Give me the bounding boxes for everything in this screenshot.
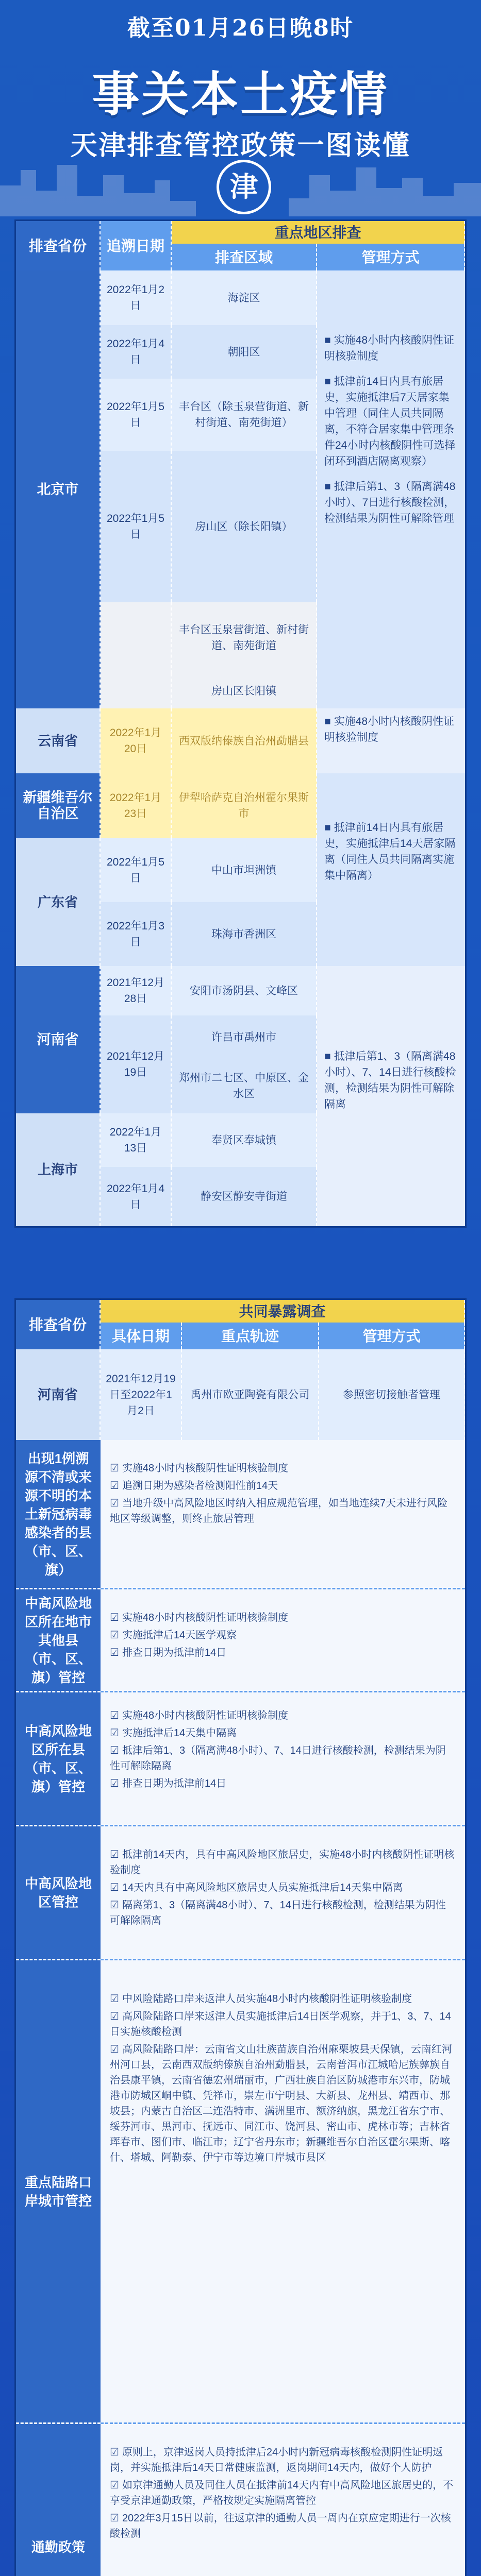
policy-label: 出现1例溯源不清或来源不明的本土新冠病毒感染者的县（市、区、旗） xyxy=(16,1440,101,1589)
row-date: 2022年1月20日 xyxy=(101,708,172,773)
row-area: 房山区（除长阳镇） xyxy=(172,451,317,602)
province-yunnan: 云南省 xyxy=(16,708,101,773)
mgmt-text: ■ 抵津后第1、3（隔离满48小时）、7、14日进行核酸检测，检测结果为阴性可解除隔离 xyxy=(324,1048,458,1112)
mgmt-text: ■ 实施48小时内核酸阴性证明核验制度 xyxy=(324,332,458,364)
policy-item: ☑ 14天内具有中高风险地区旅居史人员实施抵津后14天集中隔离 xyxy=(110,1880,456,1895)
policy-items xyxy=(101,1692,465,1826)
row-area: 安阳市汤阴县、文峰区 xyxy=(172,966,317,1015)
header-date: 具体日期 xyxy=(101,1323,182,1349)
row-date: 2021年12月28日 xyxy=(101,966,172,1015)
policy-item: ☑ 2022年3月15日以前，往返京津的通勤人员一周内在京应定期进行一次核酸检测 xyxy=(110,2511,456,2541)
policy-item: ☑ 实施48小时内核酸阴性证明核验制度 xyxy=(110,1461,456,1476)
row-date: 2022年1月5日 xyxy=(101,451,172,602)
mgmt-text: ■ 实施48小时内核酸阴性证明核验制度 xyxy=(324,714,458,745)
policy-items xyxy=(101,1589,465,1692)
policy-label: 中高风险地区所在地市其他县（市、区、旗）管控 xyxy=(16,1589,101,1692)
row-area: 伊犁哈萨克自治州霍尔果斯市 xyxy=(172,773,317,838)
row-area: 房山区长阳镇 xyxy=(172,673,317,708)
row-area: 郑州市二七区、中原区、金水区 xyxy=(172,1059,317,1113)
row-date: 2022年1月4日 xyxy=(101,1167,172,1226)
row-area: 静安区静安寺街道 xyxy=(172,1167,317,1226)
row-area: 丰台区玉泉营街道、新村街道、南苑街道 xyxy=(172,602,317,673)
row-area: 朝阳区 xyxy=(172,325,317,379)
page-title: 事关本土疫情 xyxy=(92,67,389,122)
policy-label: 重点陆路口岸城市管控 xyxy=(16,1960,101,2424)
province-guangdong: 广东省 xyxy=(16,838,101,966)
row-date: 2022年1月5日 xyxy=(101,379,172,451)
logo-badge: 津 xyxy=(217,160,271,214)
management-yunnan xyxy=(317,708,465,773)
policy-item: ☑ 如京津通勤人员及同住人员在抵津前14天内有中高风险地区旅居史的，不享受京津通勤政策，严格按规定实施隔离管控 xyxy=(110,2478,456,2509)
header-area: 排查区域 xyxy=(172,244,317,270)
policy-item: ☑ 实施抵津后14天医学观察 xyxy=(110,1628,456,1643)
header-management: 管理方式 xyxy=(317,244,465,270)
date-line: 截至01月26日晚8时 xyxy=(127,15,354,41)
policy-item: ☑ 追溯日期为感染者检测阳性前14天 xyxy=(110,1478,456,1494)
policy-item: ☑ 实施48小时内核酸阴性证明核验制度 xyxy=(110,1610,456,1625)
policy-label: 中高风险地区管控 xyxy=(16,1826,101,1960)
policy-item: ☑ 高风险陆路口岸：云南省文山壮族苗族自治州麻栗坡县天保镇，云南红河州河口县，云南西双版纳傣族自治州勐腊县，云南普洱市江城哈尼族彝族自治县康平镇，云南省德宏州瑞丽市，广西壮族自治区防城港市东兴市，防城港市防城区峒中镇、凭祥市，崇左市宁明县、大新县、龙州县、靖西市、那坡县；内蒙古自治区二连浩特市、满洲里市、额济纳旗，黑龙江省东宁市、绥芬河市、黑河市、抚远市、同江市、饶河县、密山市、虎林市等；吉林省珲春市、图们市、临江市；辽宁省丹东市；新疆维吾尔自治区霍尔果斯、喀什、塔城、阿勒泰、伊宁市等边境口岸城市县区 xyxy=(110,2042,456,2165)
policy-item: ☑ 当地升级中高风险地区时纳入相应规范管理，如当地连续7天未进行风险地区等级调整，则终止旅居管理 xyxy=(110,1496,456,1527)
section2-table xyxy=(14,1298,467,2576)
policy-item: ☑ 中风险陆路口岸来返津人员实施48小时内核酸阴性证明核验制度 xyxy=(110,1991,456,2007)
policy-item: ☑ 实施48小时内核酸阴性证明核验制度 xyxy=(110,1708,456,1723)
policy-item: ☑ 隔离第1、3（隔离满48小时）、7、14日进行核酸检测，检测结果为阴性可解除隔离 xyxy=(110,1897,456,1928)
row-area: 西双版纳傣族自治州勐腊县 xyxy=(172,708,317,773)
province-beijing: 北京市 xyxy=(16,270,101,708)
policy-item: ☑ 高风险陆路口岸来返津人员实施抵津后14日医学观察，并于1、3、7、14日实施核酸检测 xyxy=(110,2009,456,2040)
mgmt-text: ■ 抵津后第1、3（隔离满48小时）、7日进行核酸检测，检测结果为阴性可解除管理 xyxy=(324,479,458,527)
province-shanghai: 上海市 xyxy=(16,1113,101,1226)
policy-item: ☑ 抵津后第1、3（隔离满48小时）、7、14日进行核酸检测，检测结果为阴性可解除隔离 xyxy=(110,1743,456,1774)
policy-label: 中高风险地区所在县（市、区、旗）管控 xyxy=(16,1692,101,1826)
policy-item: ☑ 排查日期为抵津前14日 xyxy=(110,1645,456,1660)
header-exposure: 共同暴露调查 xyxy=(101,1300,465,1323)
province-xinjiang: 新疆维吾尔自治区 xyxy=(16,773,101,838)
policy-items xyxy=(101,1960,465,2424)
row-area: 海淀区 xyxy=(172,270,317,325)
exposure-management: 参照密切接触者管理 xyxy=(319,1349,465,1440)
policy-items xyxy=(101,1826,465,1960)
management-xinjiang-guangdong xyxy=(317,773,465,966)
row-date: 2022年1月5日 xyxy=(101,838,172,902)
policy-item: ☑ 抵津前14天内，具有中高风险地区旅居史，实施48小时内核酸阴性证明核验制度 xyxy=(110,1847,456,1878)
row-date xyxy=(101,673,172,708)
header-management: 管理方式 xyxy=(319,1323,465,1349)
page-subtitle: 天津排查管控政策一图读懂 xyxy=(70,131,411,161)
policy-item: ☑ 实施抵津后14天集中隔离 xyxy=(110,1725,456,1741)
row-date: 2021年12月19日 xyxy=(101,1015,172,1113)
province-henan: 河南省 xyxy=(16,1349,101,1440)
row-date: 2022年1月3日 xyxy=(101,902,172,966)
row-date: 2022年1月4日 xyxy=(101,325,172,379)
policy-item: ☑ 原则上，京津返岗人员持抵津后24小时内新冠病毒核酸检测阴性证明返岗，并实施抵津后14天日常健康监测，返岗期间14天内，做好个人防护 xyxy=(110,2445,456,2476)
mgmt-text: ■ 抵津前14日内具有旅居史，实施抵津后14天居家隔离（同住人员共同隔离实施集中隔离） xyxy=(324,820,458,884)
policy-items xyxy=(101,2424,465,2576)
mgmt-text: ■ 抵津前14日内具有旅居史，实施抵津后7天居家集中管理（同住人员共同隔离，不符合居家集中管理条件24小时内核酸阴性可选择闭环到酒店隔离观察） xyxy=(324,374,458,469)
header-province: 排查省份 xyxy=(16,221,101,270)
header-trace: 重点轨迹 xyxy=(182,1323,319,1349)
management-henan-shanghai xyxy=(317,966,465,1226)
policy-label: 通勤政策 xyxy=(16,2424,101,2576)
header-province: 排查省份 xyxy=(16,1300,101,1349)
row-area: 中山市坦洲镇 xyxy=(172,838,317,902)
exposure-trace: 禹州市欧亚陶瓷有限公司 xyxy=(182,1349,319,1440)
row-date: 2022年1月13日 xyxy=(101,1113,172,1167)
row-area: 丰台区（除玉泉营街道、新村街道、南苑街道） xyxy=(172,379,317,451)
policy-item: ☑ 排查日期为抵津前14日 xyxy=(110,1776,456,1791)
header-date: 追溯日期 xyxy=(101,221,172,270)
row-date: 2022年1月2日 xyxy=(101,270,172,325)
header-key-area: 重点地区排查 xyxy=(172,221,465,244)
province-henan: 河南省 xyxy=(16,966,101,1113)
section1-table xyxy=(14,219,467,1228)
exposure-date: 2021年12月19日至2022年1月2日 xyxy=(101,1349,182,1440)
row-area: 珠海市香洲区 xyxy=(172,902,317,966)
policy-items xyxy=(101,1440,465,1589)
row-date xyxy=(101,602,172,673)
row-area: 许昌市禹州市 xyxy=(172,1015,317,1059)
management-beijing xyxy=(317,270,465,708)
row-date: 2022年1月23日 xyxy=(101,773,172,838)
row-area: 奉贤区奉城镇 xyxy=(172,1113,317,1167)
